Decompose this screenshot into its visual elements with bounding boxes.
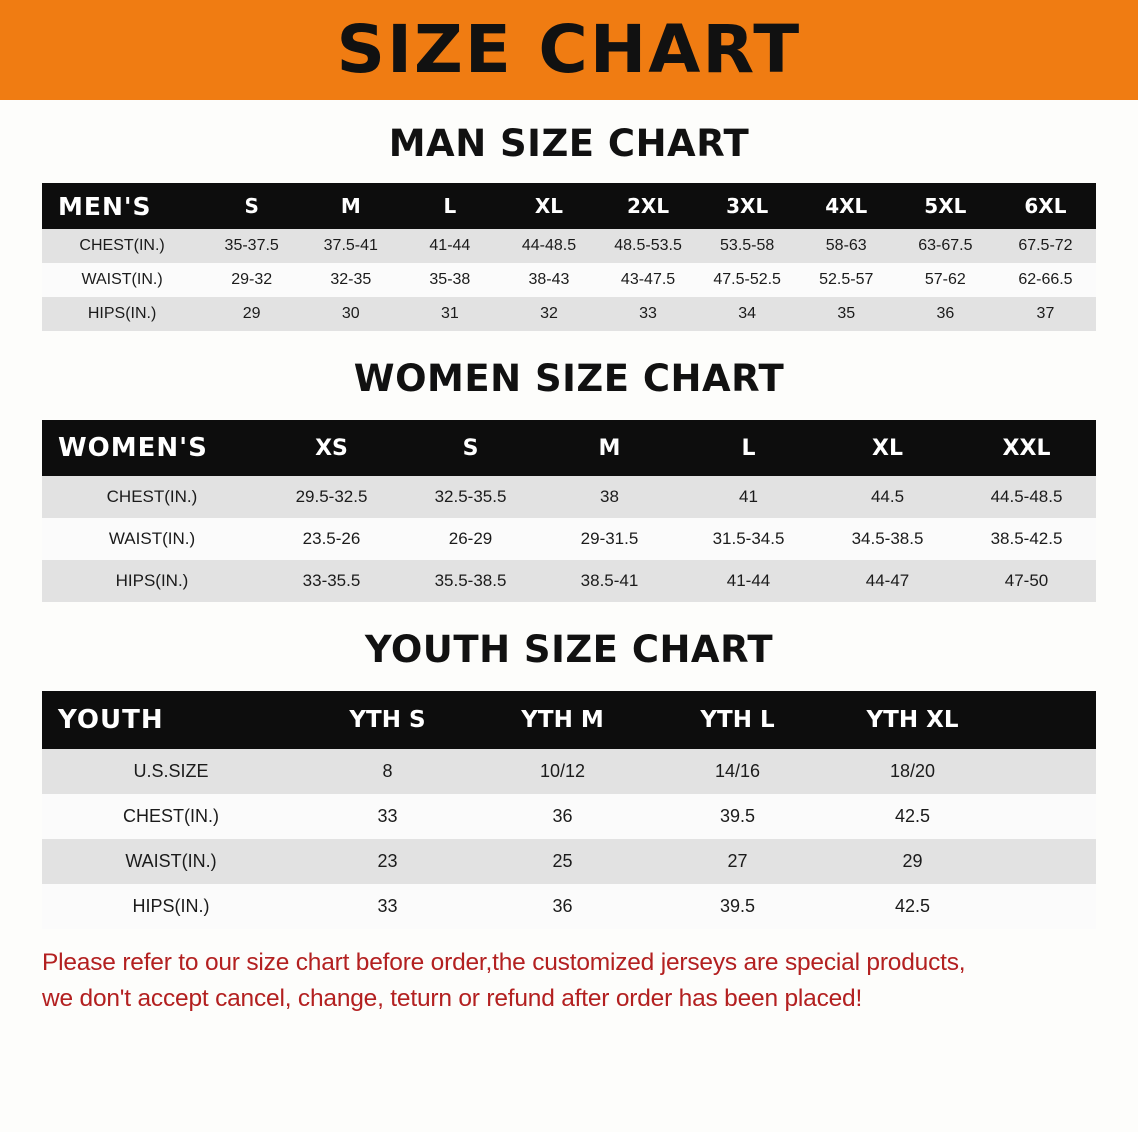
men-waist-l: 35-38 (400, 263, 499, 297)
youth-hips-m: 36 (475, 884, 650, 929)
men-hips-m: 30 (301, 297, 400, 331)
youth-chest-xl: 42.5 (825, 794, 1000, 839)
men-header-4xl: 4XL (797, 183, 896, 229)
table-row (42, 794, 1096, 839)
youth-row-label-ussize: U.S.SIZE (42, 749, 300, 794)
youth-row-label-waist: WAIST(IN.) (42, 839, 300, 884)
women-waist-s: 26-29 (401, 518, 540, 560)
youth-header-s: YTH S (300, 691, 475, 749)
youth-size-table (42, 691, 1096, 929)
women-hips-l: 41-44 (679, 560, 818, 602)
men-chest-4xl: 58-63 (797, 229, 896, 263)
men-waist-xl: 38-43 (499, 263, 598, 297)
men-size-table (42, 183, 1096, 331)
table-row (42, 297, 1096, 331)
women-row-label-chest: CHEST(IN.) (42, 476, 262, 518)
women-table-wrap (0, 420, 1138, 602)
youth-chest-spacer (1000, 794, 1096, 839)
youth-row-label-chest: CHEST(IN.) (42, 794, 300, 839)
youth-chest-l: 39.5 (650, 794, 825, 839)
men-hips-4xl: 35 (797, 297, 896, 331)
men-chest-l: 41-44 (400, 229, 499, 263)
women-hips-xl: 44-47 (818, 560, 957, 602)
youth-waist-spacer (1000, 839, 1096, 884)
youth-chest-s: 33 (300, 794, 475, 839)
youth-section-title: YOUTH SIZE CHART (364, 628, 774, 671)
women-chest-xl: 44.5 (818, 476, 957, 518)
men-chest-3xl: 53.5-58 (698, 229, 797, 263)
table-row (42, 476, 1096, 518)
men-hips-2xl: 33 (599, 297, 698, 331)
women-chest-xs: 29.5-32.5 (262, 476, 401, 518)
youth-ussize-xl: 18/20 (825, 749, 1000, 794)
youth-waist-xl: 29 (825, 839, 1000, 884)
men-header-s: S (202, 183, 301, 229)
table-row (42, 518, 1096, 560)
men-chest-5xl: 63-67.5 (896, 229, 995, 263)
table-header-row (42, 183, 1096, 229)
men-chest-6xl: 67.5-72 (995, 229, 1096, 263)
men-table-wrap (0, 183, 1138, 331)
disclaimer-line-1: Please refer to our size chart before order,the customized jerseys are special products, (42, 949, 966, 976)
men-hips-3xl: 34 (698, 297, 797, 331)
women-chest-l: 41 (679, 476, 818, 518)
man-section-title: MAN SIZE CHART (388, 122, 750, 165)
women-row-label-hips: HIPS(IN.) (42, 560, 262, 602)
women-hips-xs: 33-35.5 (262, 560, 401, 602)
men-header-l: L (400, 183, 499, 229)
youth-row-label-hips: HIPS(IN.) (42, 884, 300, 929)
men-waist-5xl: 57-62 (896, 263, 995, 297)
men-waist-6xl: 62-66.5 (995, 263, 1096, 297)
youth-header-l: YTH L (650, 691, 825, 749)
men-hips-l: 31 (400, 297, 499, 331)
men-hips-xl: 32 (499, 297, 598, 331)
women-waist-m: 29-31.5 (540, 518, 679, 560)
men-hips-5xl: 36 (896, 297, 995, 331)
youth-header-m: YTH M (475, 691, 650, 749)
men-chest-2xl: 48.5-53.5 (599, 229, 698, 263)
women-waist-l: 31.5-34.5 (679, 518, 818, 560)
youth-hips-s: 33 (300, 884, 475, 929)
men-waist-m: 32-35 (301, 263, 400, 297)
men-header-2xl: 2XL (599, 183, 698, 229)
youth-waist-l: 27 (650, 839, 825, 884)
women-size-table (42, 420, 1096, 602)
women-header-m: M (540, 420, 679, 476)
men-header-3xl: 3XL (698, 183, 797, 229)
women-waist-xl: 34.5-38.5 (818, 518, 957, 560)
women-waist-xxl: 38.5-42.5 (957, 518, 1096, 560)
youth-hips-spacer (1000, 884, 1096, 929)
youth-ussize-l: 14/16 (650, 749, 825, 794)
table-row (42, 229, 1096, 263)
women-header-xl: XL (818, 420, 957, 476)
men-header-6xl: 6XL (995, 183, 1096, 229)
women-header-s: S (401, 420, 540, 476)
men-row-label-chest: CHEST(IN.) (42, 229, 202, 263)
women-header-label: WOMEN'S (42, 420, 262, 476)
page-title: SIZE CHART (336, 11, 802, 88)
men-header-label: MEN'S (42, 183, 202, 229)
youth-chest-m: 36 (475, 794, 650, 839)
table-row (42, 749, 1096, 794)
table-row (42, 839, 1096, 884)
men-chest-xl: 44-48.5 (499, 229, 598, 263)
youth-waist-s: 23 (300, 839, 475, 884)
women-chest-m: 38 (540, 476, 679, 518)
table-row (42, 263, 1096, 297)
men-chest-m: 37.5-41 (301, 229, 400, 263)
men-chest-s: 35-37.5 (202, 229, 301, 263)
women-hips-m: 38.5-41 (540, 560, 679, 602)
table-header-row (42, 420, 1096, 476)
youth-header-xl: YTH XL (825, 691, 1000, 749)
women-header-xs: XS (262, 420, 401, 476)
youth-table-wrap (0, 691, 1138, 929)
youth-ussize-m: 10/12 (475, 749, 650, 794)
table-row (42, 560, 1096, 602)
women-chest-xxl: 44.5-48.5 (957, 476, 1096, 518)
youth-hips-l: 39.5 (650, 884, 825, 929)
men-header-m: M (301, 183, 400, 229)
youth-hips-xl: 42.5 (825, 884, 1000, 929)
disclaimer-line-2: we don't accept cancel, change, teturn or refund after order has been placed! (42, 984, 863, 1012)
men-row-label-hips: HIPS(IN.) (42, 297, 202, 331)
disclaimer-note (42, 945, 1096, 1016)
youth-ussize-spacer (1000, 749, 1096, 794)
women-header-xxl: XXL (957, 420, 1096, 476)
women-hips-s: 35.5-38.5 (401, 560, 540, 602)
table-row (42, 884, 1096, 929)
women-section-title: WOMEN SIZE CHART (353, 357, 785, 400)
women-chest-s: 32.5-35.5 (401, 476, 540, 518)
men-waist-2xl: 43-47.5 (599, 263, 698, 297)
men-waist-3xl: 47.5-52.5 (698, 263, 797, 297)
table-header-row (42, 691, 1096, 749)
youth-waist-m: 25 (475, 839, 650, 884)
women-hips-xxl: 47-50 (957, 560, 1096, 602)
men-row-label-waist: WAIST(IN.) (42, 263, 202, 297)
men-header-xl: XL (499, 183, 598, 229)
men-waist-s: 29-32 (202, 263, 301, 297)
youth-header-label: YOUTH (42, 691, 300, 749)
youth-ussize-s: 8 (300, 749, 475, 794)
women-header-l: L (679, 420, 818, 476)
youth-header-spacer (1000, 691, 1096, 749)
banner (0, 0, 1138, 100)
women-row-label-waist: WAIST(IN.) (42, 518, 262, 560)
women-waist-xs: 23.5-26 (262, 518, 401, 560)
men-hips-s: 29 (202, 297, 301, 331)
men-hips-6xl: 37 (995, 297, 1096, 331)
men-waist-4xl: 52.5-57 (797, 263, 896, 297)
men-header-5xl: 5XL (896, 183, 995, 229)
